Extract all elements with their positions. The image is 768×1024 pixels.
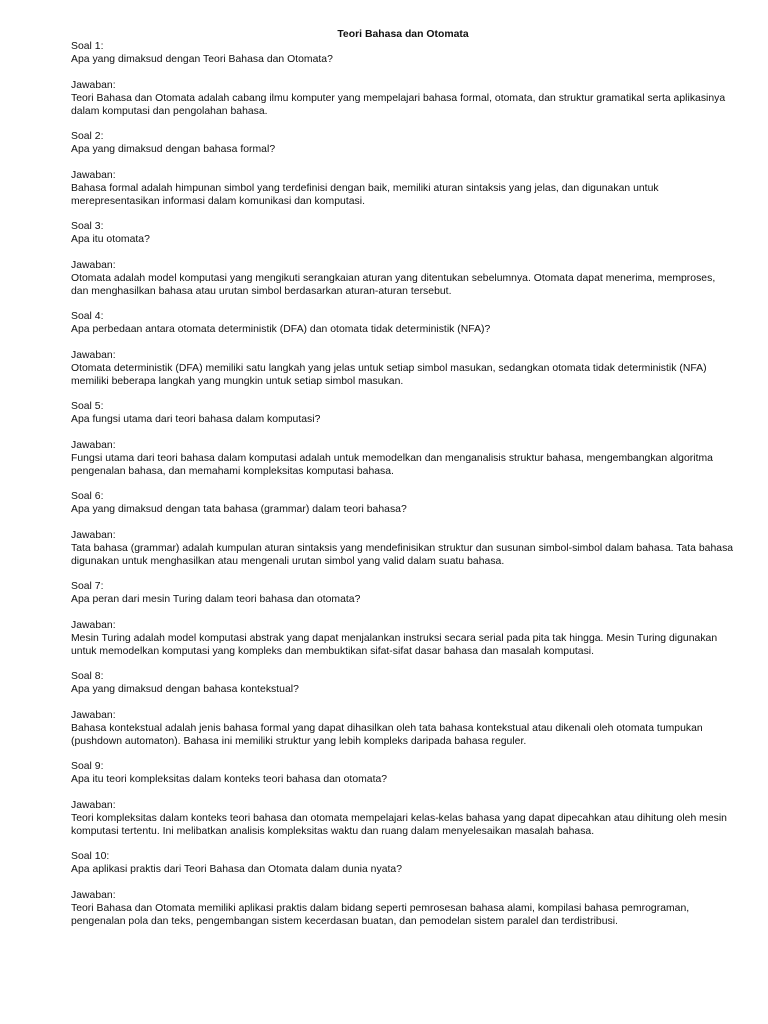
answer-text: Bahasa kontekstual adalah jenis bahasa formal yang dapat dihasilkan oleh tata bahasa kontekstual atau dikenali oleh otomata tumpukan (pushdown automaton). Bahasa ini memiliki struktur yang lebih kompleks daripada bahasa reguler. [71,722,703,747]
answer-label: Jawaban: [71,799,116,811]
answer-label: Jawaban: [71,79,116,91]
answer-text: Fungsi utama dari teori bahasa dalam komputasi adalah untuk memodelkan dan menganalisis struktur bahasa, mengembangkan algoritma pengenalan bahasa, dan memahami kompleksitas komputasi bahasa. [71,452,713,477]
answer-label: Jawaban: [71,349,116,361]
question-number: Soal 9: [71,761,104,773]
question-number: Soal 6: [71,491,104,503]
answer-text: Tata bahasa (grammar) adalah kumpulan aturan sintaksis yang mendefinisikan struktur dan susunan simbol-simbol dalam bahasa. Tata bahasa digunakan untuk menghasilkan atau mengenali urutan simbol yang valid dalam suatu bahasa. [71,542,734,567]
qa-item-2 [71,131,735,208]
question-number: Soal 1: [71,41,104,52]
qa-item-7 [71,581,735,658]
document-page [71,28,735,929]
qa-item-8 [71,671,735,748]
answer-text: Teori kompleksitas dalam konteks teori bahasa dan otomata mempelajari kelas-kelas bahasa yang dapat dipecahkan atau dihitung oleh mesin komputasi tertentu. Ini melibatkan analisis kompleksitas waktu dan ruang dalam menyelesaikan masalah bahasa. [71,812,727,837]
document-title: Teori Bahasa dan Otomata [337,29,469,40]
answer-text: Otomata adalah model komputasi yang mengikuti serangkaian aturan yang ditentukan sebelumnya. Otomata dapat menerima, memproses, dan menghasilkan bahasa atau urutan simbol berdasarkan aturan-aturan tersebut. [71,272,716,297]
spacer [71,697,735,710]
answer-text: Teori Bahasa dan Otomata memiliki aplikasi praktis dalam bidang seperti pemrosesan bahasa alami, kompilasi bahasa pemrograman, pengenalan pola dan teks, pengembangan sistem kecerdasan buatan, dan pemodelan sistem paralel dan terdistribusi. [71,902,690,927]
question-number: Soal 10: [71,851,110,863]
question-text: Apa itu teori kompleksitas dalam konteks teori bahasa dan otomata? [71,774,388,786]
answer-label: Jawaban: [71,619,116,631]
question-text: Apa itu otomata? [71,233,150,245]
qa-item-3 [71,221,735,298]
spacer [71,67,735,80]
question-text: Apa aplikasi praktis dari Teori Bahasa dan Otomata dalam dunia nyata? [71,864,402,876]
answer-text: Bahasa formal adalah himpunan simbol yang terdefinisi dengan baik, memiliki aturan sintaksis yang jelas, dan digunakan untuk merepresentasikan informasi dalam komunikasi dan komputasi. [71,182,659,207]
answer-label: Jawaban: [71,709,116,721]
qa-item-4 [71,311,735,388]
question-text: Apa yang dimaksud dengan Teori Bahasa dan Otomata? [71,53,333,65]
answer-label: Jawaban: [71,259,116,271]
question-number: Soal 7: [71,581,104,593]
spacer [71,247,735,260]
question-number: Soal 2: [71,131,104,143]
spacer [71,877,735,890]
spacer [71,427,735,440]
spacer [71,607,735,620]
question-number: Soal 8: [71,671,104,683]
question-number: Soal 3: [71,221,104,233]
question-text: Apa peran dari mesin Turing dalam teori bahasa dan otomata? [71,594,361,605]
spacer [71,157,735,170]
question-text: Apa yang dimaksud dengan bahasa formal? [71,143,276,155]
answer-text: Mesin Turing adalah model komputasi abstrak yang dapat menjalankan instruksi secara serial pada pita tak hingga. Mesin Turing digunakan untuk memodelkan komputasi yang kompleks dan membuktikan sifat-sifat dasar bahasa dan masalah komputasi. [71,632,718,657]
answer-label: Jawaban: [71,529,116,541]
spacer [71,517,735,530]
question-text: Apa yang dimaksud dengan bahasa kontekstual? [71,684,299,696]
qa-item-5 [71,401,735,478]
answer-label: Jawaban: [71,439,116,451]
question-number: Soal 4: [71,311,104,323]
answer-label: Jawaban: [71,889,116,901]
question-text: Apa perbedaan antara otomata deterministik (DFA) dan otomata tidak deterministik (NFA)? [71,323,491,335]
answer-text: Otomata deterministik (DFA) memiliki satu langkah yang jelas untuk setiap simbol masukan, sedangkan otomata tidak deterministik (NFA) memiliki beberapa langkah yang mungkin untuk setiap simbol masukan. [71,362,707,387]
qa-item-6 [71,491,735,568]
qa-item-1 [71,41,735,118]
qa-item-10 [71,851,735,928]
question-number: Soal 5: [71,401,104,413]
spacer [71,787,735,800]
answer-label: Jawaban: [71,169,116,181]
answer-text: Teori Bahasa dan Otomata adalah cabang ilmu komputer yang mempelajari bahasa formal, otomata, dan struktur gramatikal serta aplikasinya dalam komputasi dan pengolahan bahasa. [71,92,726,117]
qa-item-9 [71,761,735,838]
spacer [71,337,735,350]
question-text: Apa yang dimaksud dengan tata bahasa (grammar) dalam teori bahasa? [71,503,407,515]
question-text: Apa fungsi utama dari teori bahasa dalam komputasi? [71,413,321,425]
